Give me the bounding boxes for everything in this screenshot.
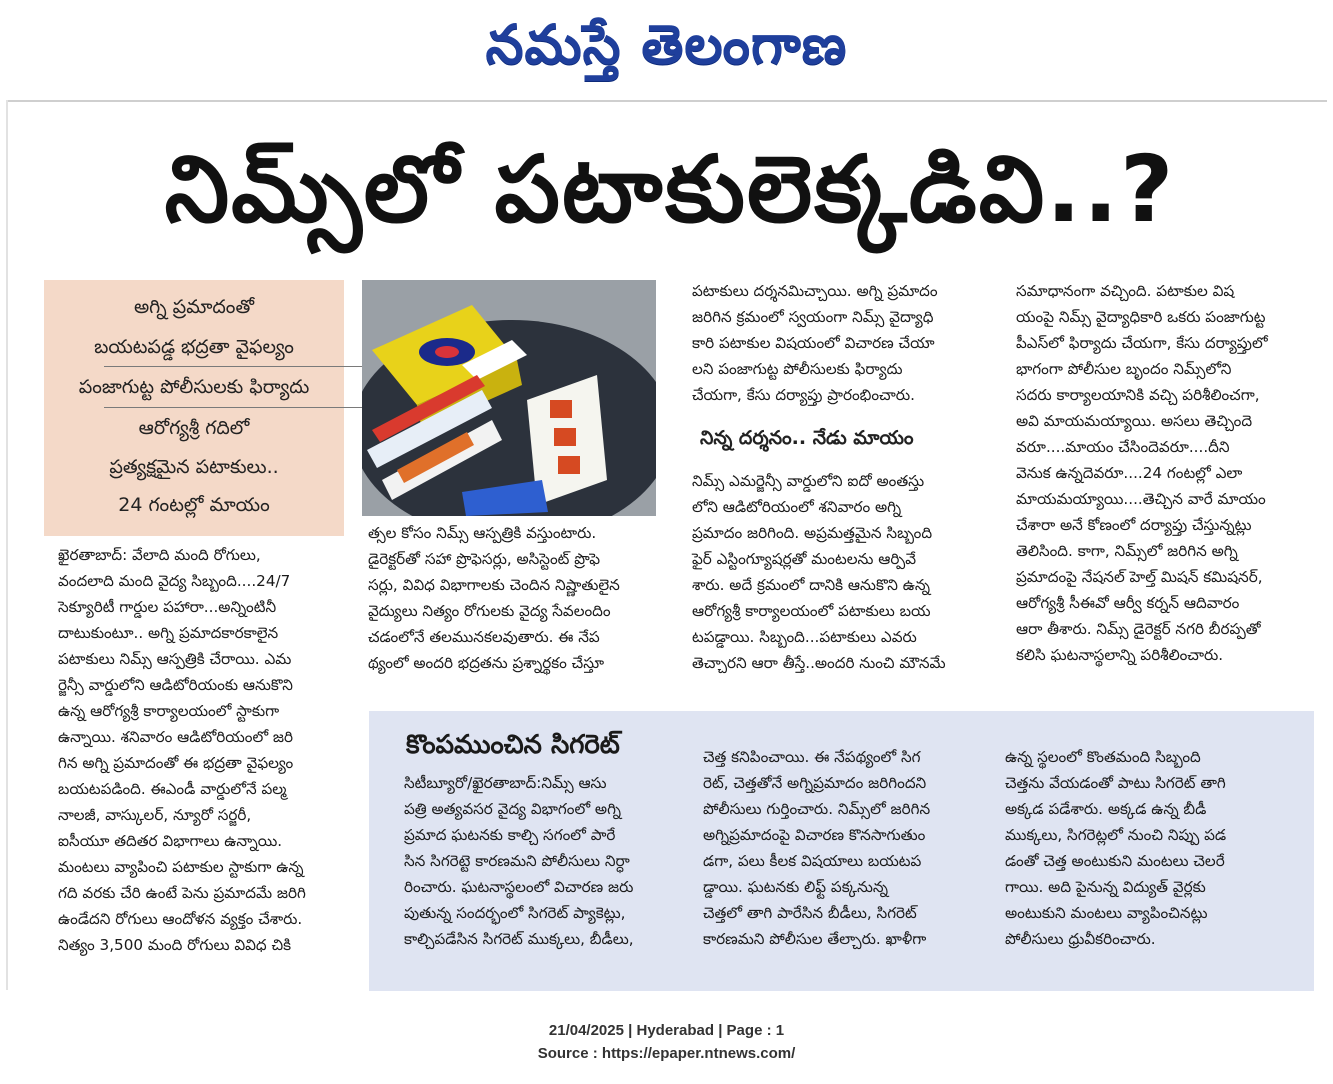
text-line: చెత్తలో తాగి పారేసిన బీడీలు, సిగరెట్ xyxy=(703,904,917,922)
text-line: సర్లు, వివిధ విభాగాలకు చెందిన నిష్ణాతులైన xyxy=(368,576,620,594)
left-divider xyxy=(6,100,8,990)
text-line: దాటుకుంటూ.. అగ్ని ప్రమాదకారకాలైన xyxy=(58,624,279,642)
deck-divider xyxy=(104,407,374,408)
deck-divider xyxy=(104,366,374,367)
text-line: కలిసి ఘటనాస్థలాన్ని పరిశీలించారు. xyxy=(1016,646,1224,664)
text-line: మాయమయ్యాయి....తెచ్చిన వారే మాయం xyxy=(1016,490,1266,508)
article-column-3-top xyxy=(692,278,992,408)
text-line: ప్రమాద ఘటనకు కాల్చి సగంలో పారే xyxy=(404,826,616,844)
text-line: చేశారా అనే కోణంలో దర్యాప్తు చేస్తున్నట్లు xyxy=(1016,516,1252,534)
text-line: పోలీసులు ధ్రువీకరించారు. xyxy=(1005,930,1156,948)
article-column-3-bottom xyxy=(692,468,992,676)
text-line: తెలిసింది. కాగా, నిమ్స్‌లో జరిగిన అగ్ని xyxy=(1016,542,1238,560)
sidebar-column-1 xyxy=(404,770,680,952)
text-line: వందలాది మంది వైద్య సిబ్బంది....24/7 xyxy=(58,572,291,590)
source-link[interactable]: Source : https://epaper.ntnews.com/ xyxy=(537,1045,796,1062)
deck-line: పంజాగుట్ట పోలీసులకు ఫిర్యాదు xyxy=(78,376,310,398)
text-line: ఉండేదని రోగులు ఆందోళన వ్యక్తం చేశారు. xyxy=(58,910,303,928)
text-line: నిత్యం 3,500 మంది రోగులు వివిధ చికి xyxy=(58,936,292,954)
text-line: టపడ్డాయి. సిబ్బంది...పటాకులు ఎవరు xyxy=(692,628,917,646)
text-line: ప్రమాదం జరిగింది. అప్రమత్తమైన సిబ్బంది xyxy=(692,524,933,542)
article-column-2 xyxy=(368,520,668,676)
text-line: డంతో చెత్త అంటుకుని మంటలు చెలరే xyxy=(1005,852,1225,870)
article-subhead: నిన్న దర్శనం.. నేడు మాయం xyxy=(700,427,914,449)
text-line: త్సల కోసం నిమ్స్ ఆస్పత్రికి వస్తుంటారు. xyxy=(368,524,597,542)
text-line: పత్రి అత్యవసర వైద్య విభాగంలో అగ్ని xyxy=(404,800,622,818)
text-line: కారి పటాకుల విషయంలో విచారణ చేయా xyxy=(692,334,935,352)
sidebar-title: కొంపముంచిన సిగరెట్ xyxy=(406,730,620,760)
masthead-logo: నమస్తే తెలంగాణ xyxy=(485,12,848,76)
deck-line: బయటపడ్డ భద్రతా వైఫల్యం xyxy=(94,336,294,358)
text-line: ముక్కలు, సిగరెట్లలో నుంచి నిప్పు పడ xyxy=(1005,826,1227,844)
text-line: భాగంగా పోలీసుల బృందం నిమ్స్‌లోని xyxy=(1016,360,1232,378)
deck-line: 24 గంటల్లో మాయం xyxy=(118,494,270,516)
firecrackers-photo-graphic xyxy=(362,280,656,516)
text-line: ఫైర్ ఎస్టింగ్యూషర్లతో మంటలను ఆర్పివే xyxy=(692,550,917,568)
deck-line: అగ్ని ప్రమాదంతో xyxy=(133,296,254,318)
sidebar-column-2 xyxy=(703,744,979,952)
text-line: ర్జెన్సీ వార్డులోని ఆడిటోరియంకు ఆనుకొని xyxy=(58,676,293,694)
text-line: అగ్నిప్రమాదంపై విచారణ కొనసాగుతుం xyxy=(703,826,926,844)
text-line: థ్యంలో అందరి భద్రతను ప్రశ్నార్థకం చేస్తూ xyxy=(368,654,605,672)
text-line: ప్రమాదంపై నేషనల్ హెల్త్ మిషన్ కమిషనర్, xyxy=(1016,568,1263,586)
text-line: గది వరకు చేరి ఉంటే పెను ప్రమాదమే జరిగి xyxy=(58,884,306,902)
text-line: వైద్యులు నిత్యం రోగులకు వైద్య సేవలందిం xyxy=(368,602,611,620)
deck-line: ఆరోగ్యశ్రీ గదిలో xyxy=(138,417,250,439)
sidebar-column-3 xyxy=(1005,744,1281,952)
text-line: వరూ....మాయం చేసిందెవరూ....దీని xyxy=(1016,438,1230,456)
text-line: లోని ఆడిటోరియంలో శనివారం అగ్ని xyxy=(692,498,902,516)
text-line: మంటలు వ్యాపించి పటాకుల స్టాకుగా ఉన్న xyxy=(58,858,304,876)
text-line: సదరు కార్యాలయానికి వచ్చి పరిశీలించగా, xyxy=(1016,386,1260,404)
firecrackers-photo xyxy=(362,280,656,516)
text-line: నిమ్స్ ఎమర్జెన్సీ వార్డులోని ఐదో అంతస్తు xyxy=(692,472,925,490)
text-line: రెట్, చెత్తతోనే అగ్నిప్రమాదం జరిగిందని xyxy=(703,774,927,792)
text-line: అంటుకుని మంటలు వ్యాపించినట్లు xyxy=(1005,904,1208,922)
text-line: ఆరోగ్యశ్రీ కార్యాలయంలో పటాకులు బయ xyxy=(692,602,931,620)
text-line: లని పంజాగుట్ట పోలీసులకు ఫిర్యాదు xyxy=(692,360,903,378)
text-line: డ్డాయి. ఘటనకు లిఫ్ట్ పక్కనున్న xyxy=(703,878,889,896)
text-line: ఆరా తీశారు. నిమ్స్ డైరెక్టర్ నగరి బీరప్పతో xyxy=(1016,620,1261,638)
text-line: నాలజీ, వాస్కులర్, న్యూరో సర్జరీ, xyxy=(58,806,252,824)
text-line: గిన అగ్ని ప్రమాదంతో ఈ భద్రతా వైఫల్యం xyxy=(58,754,294,772)
text-line: సెక్యూరిటీ గార్డుల పహారా...అన్నింటినీ xyxy=(58,598,277,616)
text-line: గాయి. అది పైనున్న విద్యుత్ వైర్లకు xyxy=(1005,878,1206,896)
text-line: చడంలోనే తలమునకలవుతారు. ఈ నేప xyxy=(368,628,600,646)
text-line: చేయగా, కేసు దర్యాప్తు ప్రారంభించారు. xyxy=(692,386,915,404)
text-line: పుతున్న సందర్భంలో సిగరెట్ ప్యాకెట్లు, xyxy=(404,904,626,922)
text-line: అక్కడ పడేశారు. అక్కడ ఉన్న బీడీ xyxy=(1005,800,1207,818)
text-line: ఉన్నాయి. శనివారం ఆడిటోరియంలో జరి xyxy=(58,728,294,746)
text-line: డగా, పలు కీలక విషయాలు బయటప xyxy=(703,852,922,870)
text-line: సిన సిగరెట్టె కారణమని పోలీసులు నిర్ధా xyxy=(404,852,630,870)
text-line: కాల్చిపడేసిన సిగరెట్ ముక్కలు, బీడీలు, xyxy=(404,930,634,948)
text-line: ఉన్న స్థలంలో కొంతమంది సిబ్బంది xyxy=(1005,748,1201,766)
text-line: శారు. అదే క్రమంలో దానికి ఆనుకొని ఉన్న xyxy=(692,576,931,594)
text-line: ఖైరతాబాద్: వేలాది మంది రోగులు, xyxy=(58,546,261,564)
text-line: బయటపడింది. ఈఎండీ వార్డులోనే పల్మ xyxy=(58,780,287,798)
text-line: డైరెక్టర్‌తో సహా ప్రొఫెసర్లు, అసిస్టెంట్ ప్రొఫె xyxy=(368,550,601,568)
article-column-1 xyxy=(58,542,344,958)
text-line: ఆరోగ్యశ్రీ సీఈవో ఆర్వీ కర్నన్ ఆదివారం xyxy=(1016,594,1240,612)
text-line: తెచ్చారని ఆరా తీస్తే..అందరి నుంచి మౌనమే xyxy=(692,654,946,672)
text-line: పీఎస్‌లో ఫిర్యాదు చేయగా, కేసు దర్యాప్తులో xyxy=(1016,334,1268,352)
text-line: పోలీసులు గుర్తించారు. నిమ్స్‌లో జరిగిన xyxy=(703,800,931,818)
deck-box xyxy=(44,280,344,536)
dateline: 21/04/2025 | Hyderabad | Page : 1 xyxy=(548,1022,785,1039)
text-line: వెనుక ఉన్నదెవరూ....24 గంటల్లో ఎలా xyxy=(1016,464,1243,482)
text-line: సమాధానంగా వచ్చింది. పటాకుల విష xyxy=(1016,282,1235,300)
text-line: యంపై నిమ్స్ వైద్యాధికారి ఒకరు పంజాగుట్ట xyxy=(1016,308,1266,326)
deck-line: ప్రత్యక్షమైన పటాకులు.. xyxy=(109,456,279,478)
text-line: కారణమని పోలీసుల తేల్చారు. ఖాళీగా xyxy=(703,930,927,948)
text-line: జరిగిన క్రమంలో స్వయంగా నిమ్స్ వైద్యాధి xyxy=(692,308,934,326)
text-line: చెత్తను వేయడంతో పాటు సిగరెట్ తాగి xyxy=(1005,774,1226,792)
page-headline: నిమ్స్‌లో పటాకులెక్కడివి..? xyxy=(164,136,1176,243)
text-line: అవి మాయమయ్యాయి. అసలు తెచ్చిందె xyxy=(1016,412,1253,430)
text-line: పటాకులు నిమ్స్ ఆస్పత్రికి చేరాయి. ఎమ xyxy=(58,650,292,668)
text-line: సిటీబ్యూరో/ఖైరతాబాద్:నిమ్స్ ఆసు xyxy=(404,774,607,792)
article-column-4 xyxy=(1016,278,1316,668)
top-divider xyxy=(6,100,1327,102)
text-line: చెత్త కనిపించాయి. ఈ నేపథ్యంలో సిగ xyxy=(703,748,921,766)
text-line: రించారు. ఘటనాస్థలంలో విచారణ జరు xyxy=(404,878,634,896)
text-line: ఐసీయూ తదితర విభాగాలు ఉన్నాయి. xyxy=(58,832,283,850)
text-line: పటాకులు దర్శనమిచ్చాయి. అగ్ని ప్రమాదం xyxy=(692,282,938,300)
text-line: ఉన్న ఆరోగ్యశ్రీ కార్యాలయంలో స్టాకుగా xyxy=(58,702,280,720)
